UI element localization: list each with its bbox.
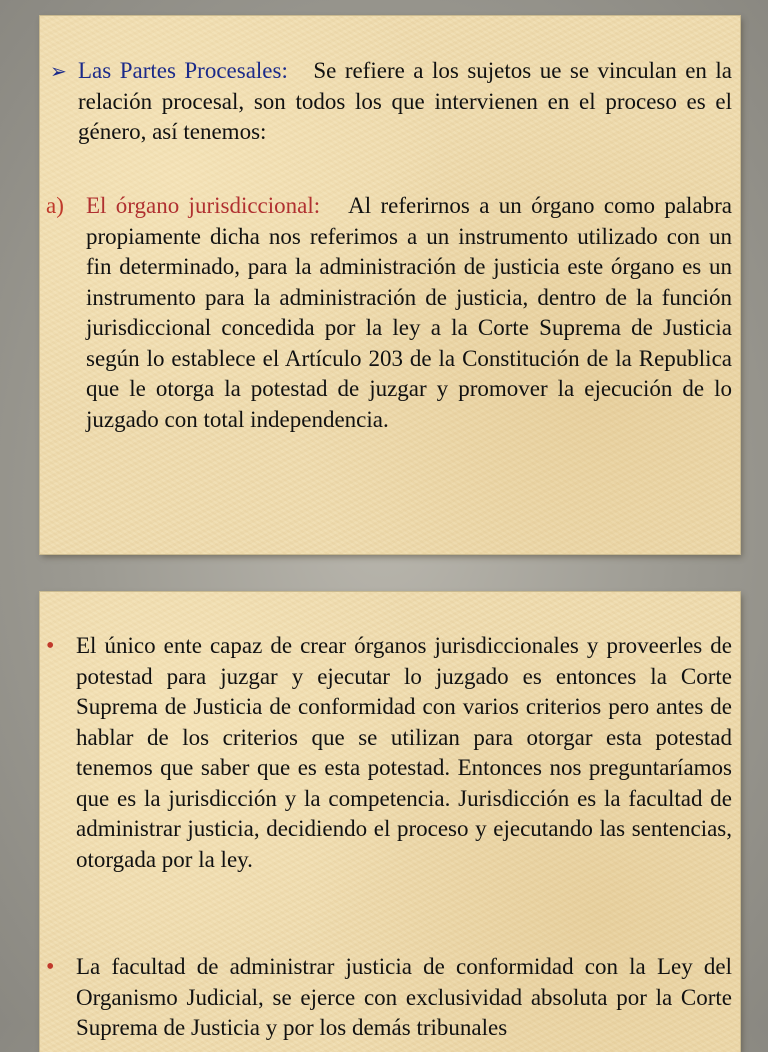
bullet-text-2: La facultad de administrar justicia de conformidad con la Ley del Organismo Judicial, se ejerce con exclusividad absoluta por la Corte Suprema de Justicia y por los demás tribunales [76,954,732,1040]
partes-procesales-paragraph [78,56,732,148]
list-marker-a: a) [46,193,64,218]
partes-procesales-term: Las Partes Procesales: [78,58,288,83]
organo-jurisdiccional-item [46,191,732,435]
arrow-bullet-icon: ➢ [50,61,67,83]
partes-procesales-item [50,56,732,148]
bullet-icon: • [46,633,55,659]
organo-jurisdiccional-paragraph [86,191,732,435]
organo-jurisdiccional-term: El órgano jurisdiccional: [86,193,321,218]
bullet-item-2 [40,952,732,1044]
bullet-icon: • [46,954,55,980]
bullet-item-1 [40,631,732,875]
slide-2 [40,592,740,1052]
organo-jurisdiccional-text: Al referirnos a un órgano como palabra propiamente dicha nos referimos a un instrumento utilizado con un fin determinado, para la administración de justicia este órgano es un instrumento para la administración de justicia, dentro de la función jurisdiccional concedida por la ley a la Corte Suprema de Justicia según lo establece el Artículo 203 de la Constitución de la Republica que le otorga la potestad de juzgar y promover la ejecución de lo juzgado con total independencia. [86,193,732,432]
partes-procesales-text: Se refiere a los sujetos ue se vinculan en la relación procesal, son todos los que intervienen en el proceso es el género, así tenemos: [78,58,733,144]
bullet-text-1: El único ente capaz de crear órganos jurisdiccionales y proveerles de potestad para juzgar y ejecutar lo juzgado es entonces la Corte Suprema de Justicia de conformidad con varios criterios pero antes de hablar de los criterios que se utilizan para otorgar esta potestad tenemos que saber que es esta potestad. Entonces nos preguntaríamos que es la jurisdicción y la competencia. Jurisdicción es la facultad de administrar justicia, decidiendo el proceso y ejecutando las sentencias, otorgada por la ley. [76,633,732,872]
slide-1 [40,16,740,554]
